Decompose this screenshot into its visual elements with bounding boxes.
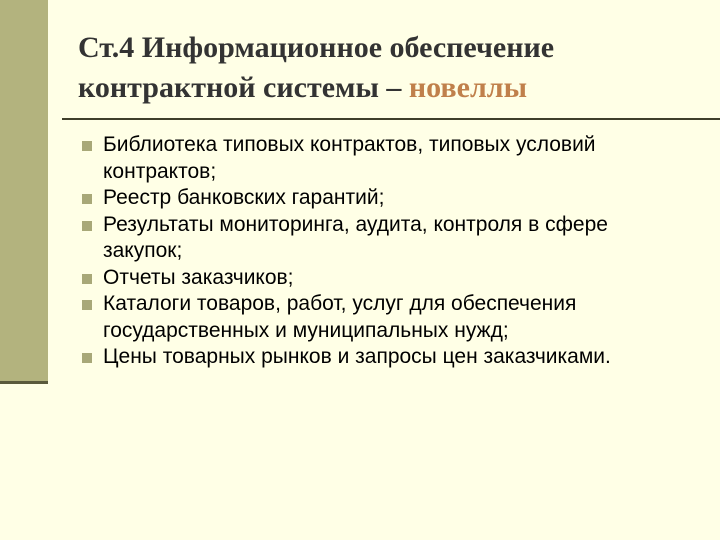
bullet-text: Библиотека типовых контрактов, типовых условий контрактов; <box>103 133 596 183</box>
square-bullet-icon <box>82 194 92 204</box>
bullet-item-customer-reports <box>82 265 662 292</box>
square-bullet-icon <box>82 274 92 284</box>
square-bullet-icon <box>82 353 92 363</box>
square-bullet-icon <box>82 300 92 310</box>
slide-title-accent: новеллы <box>408 71 528 104</box>
slide-title-main: Ст.4 Информационное обеспечение контрактной системы – <box>78 31 555 104</box>
square-bullet-icon <box>82 141 92 151</box>
bullet-text: Отчеты заказчиков; <box>103 265 294 289</box>
bullet-text: Цены товарных рынков и запросы цен заказчиками. <box>103 345 611 368</box>
slide-title <box>78 28 698 108</box>
bullet-item-bank-guarantees-registry <box>82 185 662 212</box>
bullet-text: Каталоги товаров, работ, услуг для обеспечения государственных и муниципальных нужд; <box>103 292 577 342</box>
bullet-text: Результаты мониторинга, аудита, контроля в сфере закупок; <box>103 212 608 262</box>
bullet-item-catalogs <box>82 291 662 344</box>
decorative-side-bar-line <box>0 381 48 384</box>
title-divider <box>62 118 720 120</box>
bullet-item-monitoring-results <box>82 212 662 265</box>
square-bullet-icon <box>82 221 92 231</box>
decorative-side-bar <box>0 0 48 381</box>
bullet-item-template-library <box>82 132 662 185</box>
bullet-text: Реестр банковских гарантий; <box>103 186 385 209</box>
bullet-item-market-prices <box>82 344 662 371</box>
bullet-list <box>82 132 662 371</box>
